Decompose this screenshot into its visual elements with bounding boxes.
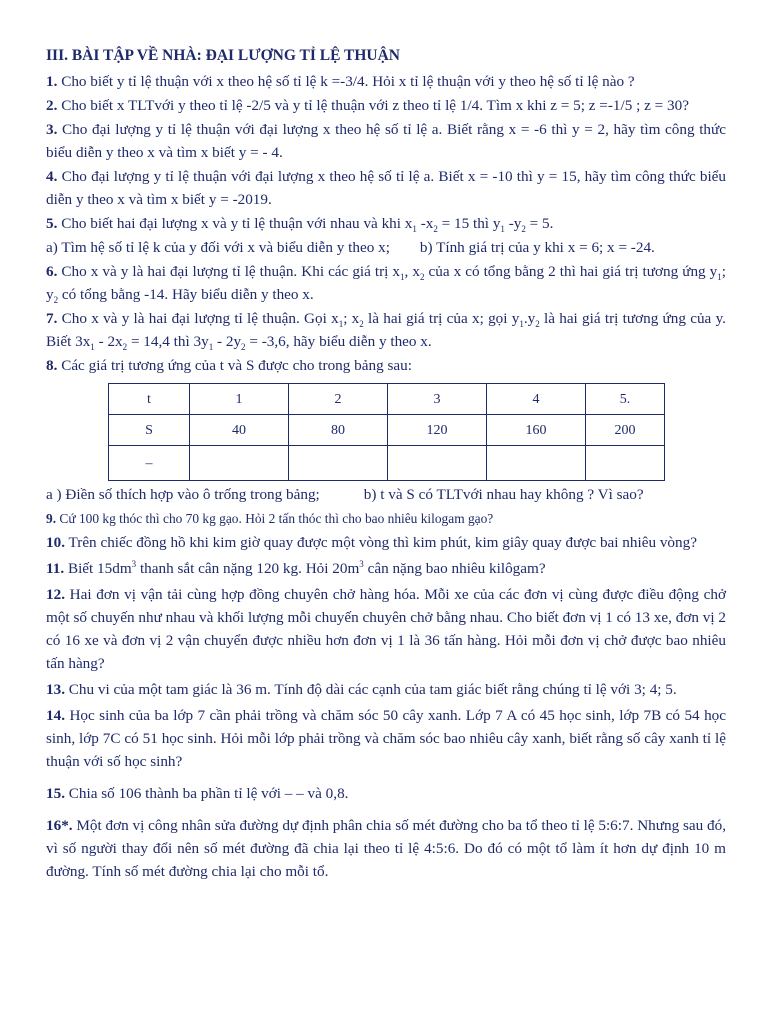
problem-text: Các giá trị tương ứng của t và S được cho trong bảng sau: xyxy=(61,357,412,374)
problem-text: Một đơn vị công nhân sửa đường dự định phân chia số mét đường cho ba tổ theo tỉ lệ 5:6:7. Nhưng sau đó, vì số người thay đổi nên số mét đường đã chia lại theo tỉ lệ 4:5:6. Do đó có một tổ làm ít hơn dự định 10 m đường. Tính số mét đường chia lại cho mỗi tổ. xyxy=(46,817,727,880)
table-cell: 2 xyxy=(289,384,388,415)
problem-5 xyxy=(46,212,726,235)
worksheet xyxy=(46,44,726,884)
problem-text: -y xyxy=(504,215,522,232)
superscript: 3 xyxy=(131,558,137,569)
table-cell: 200 xyxy=(586,415,665,446)
table-cell: t xyxy=(109,384,190,415)
problem-number: 9. xyxy=(46,511,57,526)
problem-text: , x xyxy=(404,263,420,280)
problem-8 xyxy=(46,354,726,377)
subscript: 1 xyxy=(717,272,722,283)
problem-5-part-a: a) Tìm hệ số tỉ lệ k của y đối với x và biểu diễn y theo x; xyxy=(46,239,390,256)
table-cell-empty xyxy=(388,446,487,481)
table-cell: 160 xyxy=(487,415,586,446)
problem-text: thanh sắt cân nặng 120 kg. Hỏi 20m xyxy=(136,560,360,577)
problem-text: Cho đại lượng y tỉ lệ thuận với đại lượng x theo hệ số tỉ lệ a. Biết rằng x = -6 thì y = 2, hãy tìm công thức biểu diễn y theo x và tìm x biết y = - 4. xyxy=(46,121,726,161)
problem-number: 14. xyxy=(46,707,65,724)
subscript: 2 xyxy=(535,319,540,330)
problem-number: 5. xyxy=(46,215,58,232)
problem-2 xyxy=(46,94,726,117)
table-cell: 80 xyxy=(289,415,388,446)
table-cell: 120 xyxy=(388,415,487,446)
problem-number: 10. xyxy=(46,534,65,551)
problem-8-part-a: a ) Điền số thích hợp vào ô trống trong bảng; xyxy=(46,486,320,503)
problem-8-parts xyxy=(46,483,726,506)
problem-12 xyxy=(46,583,726,675)
subscript: 2 xyxy=(359,319,364,330)
table-cell-empty xyxy=(487,446,586,481)
problem-text: = 15 thì y xyxy=(437,215,501,232)
problem-16 xyxy=(46,814,726,883)
table-cell: 5. xyxy=(586,384,665,415)
table-cell-empty xyxy=(289,446,388,481)
table-cell: – xyxy=(109,446,190,481)
problem-text: Cứ 100 kg thóc thì cho 70 kg gạo. Hỏi 2 tấn thóc thì cho bao nhiêu kilogam gạo? xyxy=(59,511,494,526)
subscript: 1 xyxy=(500,224,505,235)
table-cell: 1 xyxy=(190,384,289,415)
problem-text: có tổng bằng -14. Hãy biểu diễn y theo x. xyxy=(58,286,314,303)
problem-15 xyxy=(46,782,726,805)
problem-text: là hai giá trị tương ứng của y. Biết 3x xyxy=(46,310,726,350)
problem-text: = -3,6, hãy biểu diễn y theo x. xyxy=(245,333,432,350)
problem-1 xyxy=(46,70,726,93)
subscript: 2 xyxy=(433,224,438,235)
table-cell-empty xyxy=(586,446,665,481)
problem-text: Trên chiếc đồng hồ khi kim giờ quay được một vòng thì kim phút, kim giây quay được bai nhiêu vòng? xyxy=(68,534,697,551)
problem-8-part-b: b) t và S có TLTvới nhau hay không ? Vì sao? xyxy=(363,486,644,503)
problem-text: Cho biết y tỉ lệ thuận với x theo hệ số tỉ lệ k =-3/4. Hỏi x tỉ lệ thuận với y theo hệ số tỉ lệ nào ? xyxy=(61,73,635,90)
subscript: 1 xyxy=(338,319,344,330)
problem-5-part-b: b) Tính giá trị của y khi x = 6; x = -24. xyxy=(419,239,655,256)
problem-6 xyxy=(46,260,726,306)
problem-9 xyxy=(46,507,726,530)
problem-text: Cho biết x TLTvới y theo tỉ lệ -2/5 và y tỉ lệ thuận với z theo tỉ lệ 1/4. Tìm x khi z = 5; z =-1/5 ; z = 30? xyxy=(61,97,689,114)
problem-text: là hai giá trị của x; gọi y xyxy=(363,310,520,327)
problem-4 xyxy=(46,165,726,211)
problem-10 xyxy=(46,531,726,554)
problem-text: Biết 15dm xyxy=(67,560,132,577)
problem-number: 11. xyxy=(46,560,65,577)
table-row-s xyxy=(109,415,665,446)
problem-text: cân nặng bao nhiêu kilôgam? xyxy=(363,560,546,577)
subscript: 2 xyxy=(241,342,246,353)
problem-text: Hai đơn vị vận tải cùng hợp đồng chuyên chở hàng hóa. Mỗi xe của các đơn vị cùng được điều động chở một số chuyến như nhau và khối lượng mỗi chuyến chuyên chở bằng nhau. Cho biết đơn vị 1 có 13 xe, đơn vị 2 có 16 xe và đơn vị 2 vận chuyển được nhiều hơn đơn vị 1 là 36 tấn hàng. Hỏi mỗi đơn vị chở được bao nhiêu tấn hàng? xyxy=(46,586,726,672)
problem-number: 2. xyxy=(46,97,58,114)
problem-text: Cho đại lượng y tỉ lệ thuận với đại lượng x theo hệ số tỉ lệ a. Biết x = -10 thì y = 15, hãy tìm công thức biểu diễn y theo x và tìm x biết y = -2019. xyxy=(46,168,727,208)
problem-7 xyxy=(46,307,726,353)
problem-number: 3. xyxy=(46,121,58,138)
values-table xyxy=(108,383,665,481)
problem-text: Cho x và y là hai đại lượng tỉ lệ thuận. Gọi x xyxy=(61,310,339,327)
subscript: 1 xyxy=(519,319,524,330)
table-cell: 40 xyxy=(190,415,289,446)
problem-3 xyxy=(46,118,726,164)
problem-number: 13. xyxy=(46,681,65,698)
subscript: 1 xyxy=(90,342,95,353)
problem-number: 6. xyxy=(46,263,58,280)
subscript: 1 xyxy=(400,272,405,283)
subscript: 2 xyxy=(419,272,425,283)
problem-text: Cho x và y là hai đại lượng tỉ lệ thuận. Khi các giá trị x xyxy=(61,263,401,280)
table-cell: 4 xyxy=(487,384,586,415)
problem-text: Học sinh của ba lớp 7 cần phải trồng và chăm sóc 50 cây xanh. Lớp 7 A có 45 học sinh, lớp 7B có 54 học sinh, lớp 7C có 51 học sinh. Hỏi mỗi lớp phải trồng và chăm sóc bao nhiêu cây xanh, biết rằng số cây xanh tỉ lệ thuận với số học sinh? xyxy=(46,707,726,770)
problem-text: Chia số 106 thành ba phần tỉ lệ với – – và 0,8. xyxy=(68,785,349,802)
problem-number: 4. xyxy=(46,168,58,185)
problem-text: .y xyxy=(523,310,536,327)
problem-text: - 2x xyxy=(94,333,123,350)
subscript: 2 xyxy=(521,224,526,235)
problem-number: 16*. xyxy=(46,817,73,834)
table-row-ratio xyxy=(109,446,665,481)
problem-number: 8. xyxy=(46,357,58,374)
superscript: 3 xyxy=(359,558,364,569)
problem-text: ; x xyxy=(343,310,360,327)
problem-text: - 2y xyxy=(213,333,242,350)
subscript: 2 xyxy=(122,342,128,353)
problem-number: 12. xyxy=(46,586,65,603)
problem-5-parts xyxy=(46,236,726,259)
subscript: 2 xyxy=(53,295,59,306)
problem-text: -x xyxy=(416,215,434,232)
problem-number: 1. xyxy=(46,73,58,90)
problem-text: của x có tổng bằng 2 thì hai giá trị tương ứng y xyxy=(424,263,718,280)
problem-14 xyxy=(46,704,726,773)
problem-text: Cho biết hai đại lượng x và y tỉ lệ thuận với nhau và khi x xyxy=(61,215,413,232)
table-cell-empty xyxy=(190,446,289,481)
problem-13 xyxy=(46,678,726,701)
problem-text: = 5. xyxy=(525,215,554,232)
table-cell: 3 xyxy=(388,384,487,415)
problem-11 xyxy=(46,557,726,580)
table-cell: S xyxy=(109,415,190,446)
subscript: 1 xyxy=(208,342,214,353)
problem-number: 15. xyxy=(46,785,65,802)
subscript: 1 xyxy=(412,224,417,235)
problem-text: = 14,4 thì 3y xyxy=(127,333,209,350)
problem-number: 7. xyxy=(46,310,58,327)
problem-text: ; y xyxy=(46,263,727,303)
problem-text: Chu vi của một tam giác là 36 m. Tính độ dài các cạnh của tam giác biết rằng chúng tỉ lệ với 3; 4; 5. xyxy=(68,681,677,698)
table-row-t xyxy=(109,384,665,415)
section-title: III. BÀI TẬP VỀ NHÀ: ĐẠI LƯỢNG TỈ LỆ THUẬN xyxy=(46,47,400,64)
